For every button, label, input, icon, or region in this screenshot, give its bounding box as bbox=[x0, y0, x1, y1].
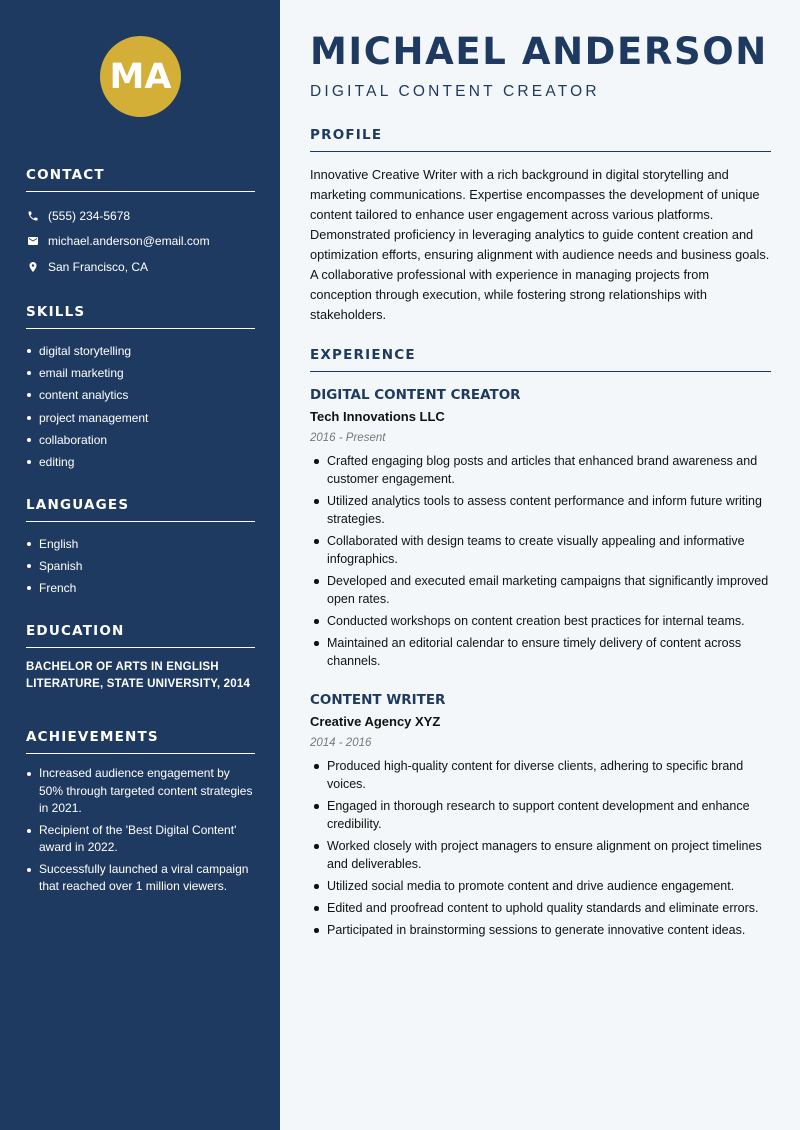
job-bullet: Edited and proofread content to uphold quality standards and eliminate errors. bbox=[310, 899, 771, 917]
contact-section bbox=[26, 167, 255, 280]
job-bullet: Conducted workshops on content creation best practices for internal teams. bbox=[310, 612, 771, 630]
education-heading: EDUCATION bbox=[26, 623, 255, 648]
contact-location bbox=[26, 254, 255, 280]
avatar: MA bbox=[100, 36, 181, 117]
location-pin-icon bbox=[26, 260, 40, 274]
achievements-heading: ACHIEVEMENTS bbox=[26, 729, 255, 754]
candidate-role: DIGITAL CONTENT CREATOR bbox=[310, 83, 600, 100]
skill-item: editing bbox=[26, 451, 255, 473]
skills-heading: SKILLS bbox=[26, 304, 255, 329]
job-dates: 2016 - Present bbox=[310, 432, 386, 444]
skill-item: project management bbox=[26, 407, 255, 429]
phone-text: (555) 234-5678 bbox=[48, 208, 131, 223]
job-bullet: Engaged in thorough research to support content development and enhance credibility. bbox=[310, 797, 771, 833]
experience-heading: EXPERIENCE bbox=[310, 347, 771, 372]
job-bullet: Produced high-quality content for diverse clients, adhering to specific brand voices. bbox=[310, 757, 771, 793]
email-text[interactable]: michael.anderson@email.com bbox=[48, 234, 210, 249]
contact-email bbox=[26, 229, 255, 255]
achievement-item: Successfully launched a viral campaign that reached over 1 million viewers. bbox=[26, 861, 255, 896]
language-item: English bbox=[26, 533, 255, 555]
languages-list bbox=[26, 533, 255, 600]
achievement-item: Increased audience engagement by 50% through targeted content strategies in 2021. bbox=[26, 765, 255, 818]
job-entry bbox=[310, 386, 771, 674]
skills-list bbox=[26, 340, 255, 473]
contact-phone bbox=[26, 203, 255, 229]
job-bullet: Crafted engaging blog posts and articles that enhanced brand awareness and customer engagement. bbox=[310, 452, 771, 488]
job-bullet: Collaborated with design teams to create visually appealing and informative infographics. bbox=[310, 532, 771, 568]
profile-heading: PROFILE bbox=[310, 127, 771, 152]
job-title: CONTENT WRITER bbox=[310, 692, 446, 708]
contact-heading: CONTACT bbox=[26, 167, 255, 192]
skills-section bbox=[26, 304, 255, 473]
job-bullet: Participated in brainstorming sessions to generate innovative content ideas. bbox=[310, 921, 771, 939]
education-section bbox=[26, 623, 255, 693]
language-item: French bbox=[26, 577, 255, 599]
job-company: Creative Agency XYZ bbox=[310, 714, 441, 729]
languages-section bbox=[26, 497, 255, 600]
candidate-name: MICHAEL ANDERSON bbox=[310, 30, 768, 73]
skill-item: collaboration bbox=[26, 429, 255, 451]
job-bullet: Worked closely with project managers to ensure alignment on project timelines and deliverables. bbox=[310, 837, 771, 873]
job-bullet: Maintained an editorial calendar to ensure timely delivery of content across channels. bbox=[310, 634, 771, 670]
job-dates: 2014 - 2016 bbox=[310, 737, 372, 749]
skill-item: email marketing bbox=[26, 362, 255, 384]
job-bullets bbox=[310, 452, 771, 670]
job-bullets bbox=[310, 757, 771, 939]
job-entry bbox=[310, 691, 771, 943]
email-icon bbox=[26, 234, 40, 248]
location-text: San Francisco, CA bbox=[48, 259, 149, 274]
profile-text: Innovative Creative Writer with a rich background in digital storytelling and marketing communications. Expertise encompasses the development of unique content tailored to enhance user engagement across various platforms. Demonstrated proficiency in leveraging analytics to guide content creation and optimization efforts, ensuring alignment with audience needs and business goals. A collaborative professional with experience in managing projects from conception through execution, while fostering strong relationships with stakeholders. bbox=[310, 167, 770, 322]
job-bullet: Developed and executed email marketing campaigns that significantly improved open rates. bbox=[310, 572, 771, 608]
achievements-section bbox=[26, 729, 255, 900]
education-text: BACHELOR OF ARTS IN ENGLISH LITERATURE, STATE UNIVERSITY, 2014 bbox=[26, 661, 251, 690]
language-item: Spanish bbox=[26, 555, 255, 577]
skill-item: digital storytelling bbox=[26, 340, 255, 362]
job-company: Tech Innovations LLC bbox=[310, 409, 445, 424]
achievements-list bbox=[26, 765, 255, 896]
job-title: DIGITAL CONTENT CREATOR bbox=[310, 387, 521, 403]
languages-heading: LANGUAGES bbox=[26, 497, 255, 522]
achievement-item: Recipient of the 'Best Digital Content' award in 2022. bbox=[26, 822, 255, 857]
job-bullet: Utilized analytics tools to assess content performance and inform future writing strategies. bbox=[310, 492, 771, 528]
phone-icon bbox=[26, 209, 40, 223]
skill-item: content analytics bbox=[26, 384, 255, 406]
job-bullet: Utilized social media to promote content and drive audience engagement. bbox=[310, 877, 771, 895]
sidebar bbox=[0, 0, 280, 1130]
